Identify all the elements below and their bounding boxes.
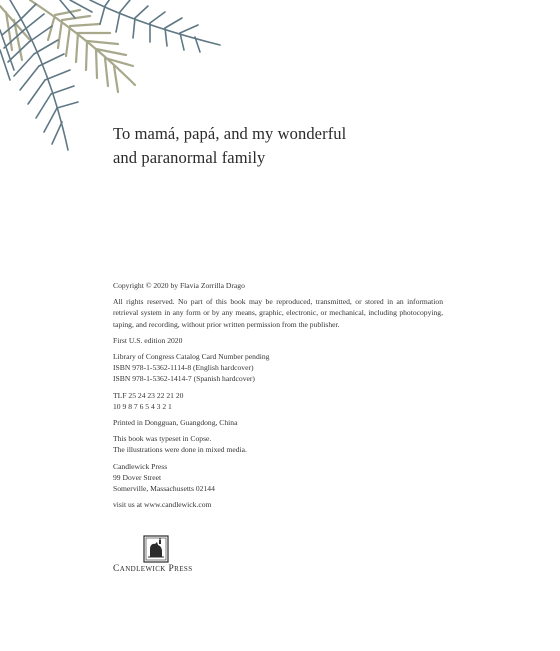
isbn-english: ISBN 978-1-5362-1114-8 (English hardcover): [113, 363, 254, 373]
publisher-name: Candlewick Press: [113, 461, 168, 471]
publisher-street: 99 Dover Street: [113, 472, 162, 482]
copyright-notice: Copyright © 2020 by Flavia Zorrilla Drago: [113, 281, 245, 290]
rights-reserved-text: All rights reserved. No part of this book may be reproduced, transmitted, or stored in an information retrieval system in any form or by any means, graphic, electronic, or mechanical, including photocopying, taping, and recording, without prior written permission from the publisher.: [113, 297, 443, 329]
printed-location: Printed in Dongguan, Guangdong, China: [113, 418, 238, 428]
print-code: TLF 25 24 23 22 21 20: [113, 390, 184, 400]
print-number-line: 10 9 8 7 6 5 4 3 2 1: [113, 401, 172, 411]
logo-wordmark: Candlewick Press: [113, 564, 193, 574]
candlewick-logo: [113, 535, 213, 577]
illustrations-note: The illustrations were done in mixed media.: [113, 445, 247, 455]
edition-text: First U.S. edition 2020: [113, 335, 183, 345]
website-text: visit us at www.candlewick.com: [113, 500, 212, 510]
dedication-line-2: and paranormal family: [113, 148, 266, 167]
publisher-city: Somerville, Massachusetts 02144: [113, 484, 215, 494]
isbn-spanish: ISBN 978-1-5362-1414-7 (Spanish hardcover): [113, 374, 255, 384]
catalog-text: Library of Congress Catalog Card Number pending: [113, 352, 270, 362]
dedication-line-1: To mamá, papá, and my wonderful: [113, 124, 347, 143]
typeset-note: This book was typeset in Copse.: [113, 434, 212, 444]
bear-candle-icon: [143, 535, 169, 563]
dedication: [113, 122, 493, 170]
copyright-block: [113, 280, 443, 515]
